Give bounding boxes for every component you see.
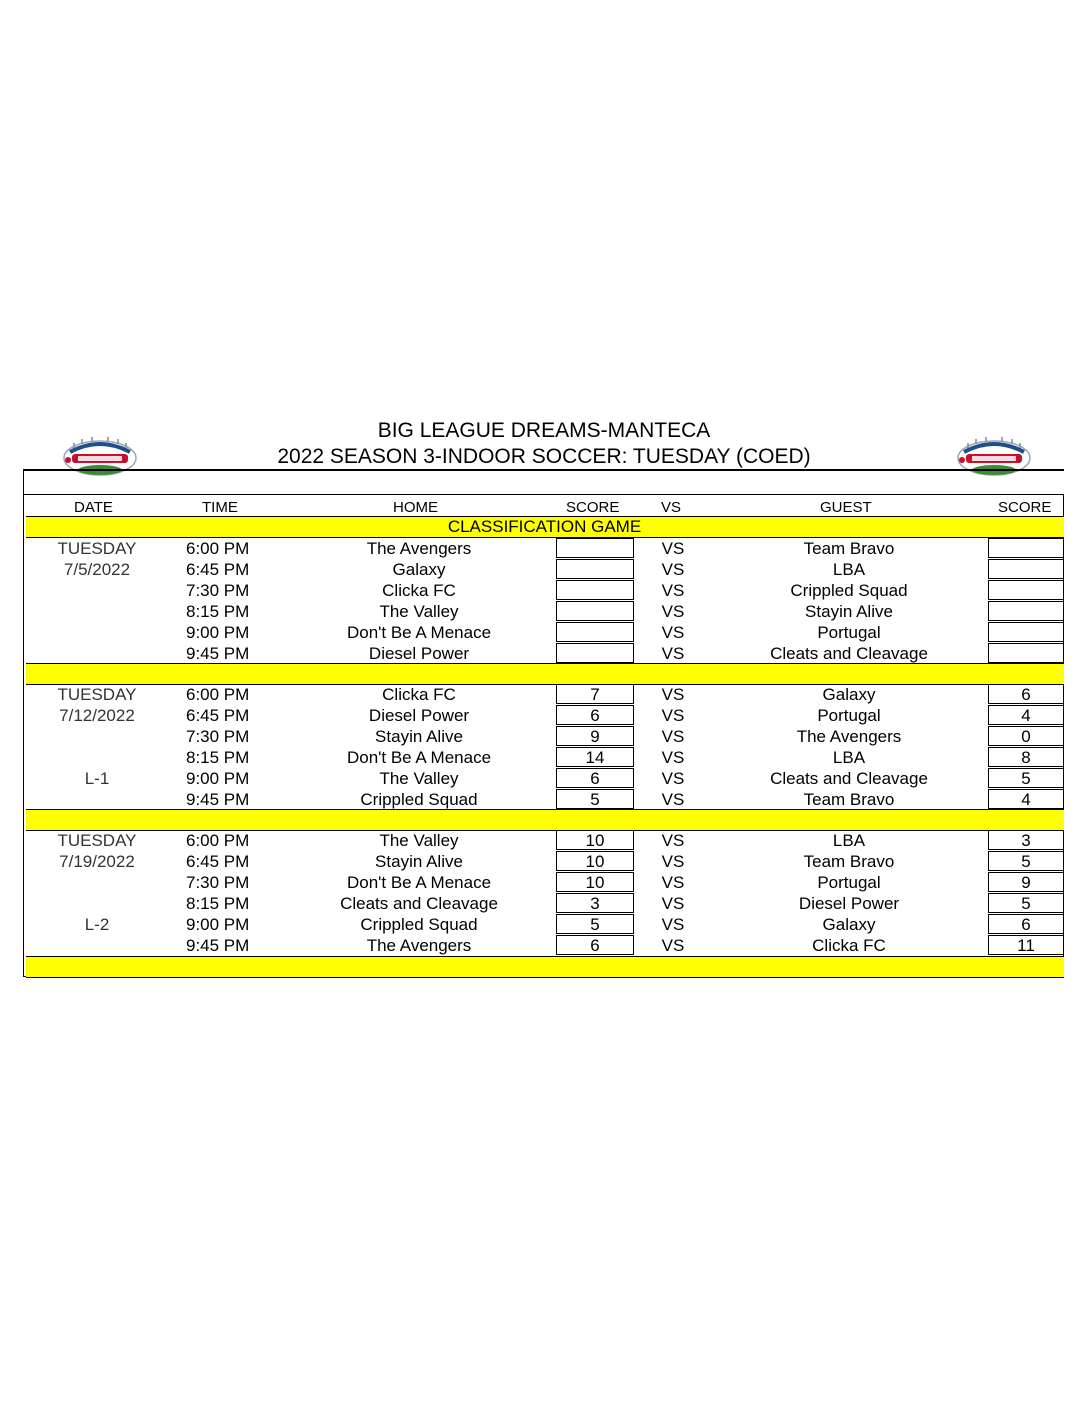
time-cell: 6:00 PM xyxy=(186,539,250,558)
guest-team-cell: Team Bravo xyxy=(803,851,895,871)
time-cell: 7:30 PM xyxy=(186,872,250,892)
left-rule xyxy=(23,469,24,494)
guest-score-box: 8 xyxy=(988,747,1064,767)
time-cell: 7:30 PM xyxy=(186,726,250,746)
home-team-cell: Don't Be A Menace xyxy=(346,872,492,892)
date-cell: TUESDAY xyxy=(57,831,137,850)
table-row xyxy=(24,872,1063,893)
home-team-cell: The Avengers xyxy=(366,539,472,558)
vs-label: VS xyxy=(661,643,685,663)
home-team-cell: The Valley xyxy=(379,768,459,788)
guest-team-cell: Cleats and Cleavage xyxy=(770,643,928,663)
time-cell: 8:15 PM xyxy=(186,747,250,767)
home-team-cell: Stayin Alive xyxy=(375,726,463,746)
guest-score-box xyxy=(988,643,1064,663)
guest-team-cell: Stayin Alive xyxy=(805,601,893,621)
home-score-box xyxy=(556,601,634,621)
date-cell: 7/5/2022 xyxy=(63,559,131,579)
guest-score-box: 9 xyxy=(988,872,1064,892)
guest-team-cell: Portugal xyxy=(817,872,881,892)
table-row xyxy=(24,705,1063,726)
table-row xyxy=(24,580,1063,601)
highlight-bar xyxy=(26,516,1064,538)
table-row xyxy=(24,747,1063,768)
vs-label: VS xyxy=(661,580,685,600)
date-cell: 7/12/2022 xyxy=(59,705,135,725)
time-cell: 9:45 PM xyxy=(186,789,250,809)
table-row xyxy=(24,559,1063,580)
guest-score-box: 5 xyxy=(988,893,1064,913)
guest-team-cell: Clicka FC xyxy=(812,935,886,955)
home-score-box: 10 xyxy=(556,872,634,892)
top-rule xyxy=(23,469,1064,471)
vs-label: VS xyxy=(661,726,685,746)
column-header-date: DATE xyxy=(74,499,113,516)
guest-team-cell: Portugal xyxy=(817,622,881,642)
guest-score-box: 11 xyxy=(988,935,1064,955)
table-row xyxy=(24,538,1063,559)
time-cell: 6:00 PM xyxy=(186,685,250,704)
guest-team-cell: Galaxy xyxy=(822,685,876,704)
home-score-box: 9 xyxy=(556,726,634,746)
time-cell: 9:00 PM xyxy=(186,768,250,788)
column-header-row xyxy=(24,495,1065,517)
guest-score-box xyxy=(988,538,1064,558)
vs-label: VS xyxy=(661,914,685,934)
time-cell: 6:45 PM xyxy=(186,705,250,725)
guest-team-cell: Diesel Power xyxy=(798,893,900,913)
guest-score-box: 6 xyxy=(988,684,1064,704)
time-cell: 6:45 PM xyxy=(186,851,250,871)
time-cell: 6:00 PM xyxy=(186,831,250,850)
time-cell: 8:15 PM xyxy=(186,893,250,913)
vs-label: VS xyxy=(661,747,685,767)
guest-score-box: 6 xyxy=(988,914,1064,934)
column-header-home: HOME xyxy=(393,499,438,516)
time-cell: 9:45 PM xyxy=(186,935,250,955)
date-cell: L-2 xyxy=(84,914,110,934)
highlight-bar xyxy=(26,809,1064,831)
home-score-box: 14 xyxy=(556,747,634,767)
guest-score-box: 4 xyxy=(988,789,1064,809)
highlight-bar xyxy=(26,956,1064,978)
page-subtitle: 2022 SEASON 3-INDOOR SOCCER: TUESDAY (COED) xyxy=(277,445,811,468)
home-team-cell: Crippled Squad xyxy=(360,789,478,809)
home-score-box xyxy=(556,559,634,579)
vs-label: VS xyxy=(661,851,685,871)
home-score-box: 6 xyxy=(556,768,634,788)
home-score-box xyxy=(556,643,634,663)
guest-team-cell: Cleats and Cleavage xyxy=(770,768,928,788)
home-team-cell: Clicka FC xyxy=(382,685,456,704)
vs-label: VS xyxy=(661,685,685,704)
time-cell: 6:45 PM xyxy=(186,559,250,579)
table-row xyxy=(24,789,1063,810)
guest-score-box: 3 xyxy=(988,830,1064,850)
guest-score-box xyxy=(988,580,1064,600)
table-row xyxy=(24,851,1063,872)
table-row xyxy=(24,643,1063,664)
vs-label: VS xyxy=(661,872,685,892)
guest-score-box: 5 xyxy=(988,851,1064,871)
home-score-box: 5 xyxy=(556,789,634,809)
highlight-bar xyxy=(26,663,1064,685)
page-title: BIG LEAGUE DREAMS-MANTECA xyxy=(377,419,711,442)
guest-team-cell: Portugal xyxy=(817,705,881,725)
guest-score-box: 4 xyxy=(988,705,1064,725)
guest-team-cell: LBA xyxy=(832,831,866,850)
table-row xyxy=(24,726,1063,747)
home-score-box xyxy=(556,538,634,558)
table-row xyxy=(24,601,1063,622)
guest-team-cell: LBA xyxy=(832,559,866,579)
vs-label: VS xyxy=(661,705,685,725)
column-header-guest: GUEST xyxy=(820,499,872,516)
guest-team-cell: Galaxy xyxy=(822,914,876,934)
guest-team-cell: Team Bravo xyxy=(803,539,895,558)
table-row xyxy=(24,622,1063,643)
time-cell: 8:15 PM xyxy=(186,601,250,621)
vs-label: VS xyxy=(661,559,685,579)
home-team-cell: The Valley xyxy=(379,601,459,621)
home-team-cell: The Avengers xyxy=(366,935,472,955)
date-cell: TUESDAY xyxy=(57,685,137,704)
guest-score-box xyxy=(988,622,1064,642)
guest-team-cell: Crippled Squad xyxy=(790,580,908,600)
vs-label: VS xyxy=(661,768,685,788)
vs-label: VS xyxy=(661,601,685,621)
time-cell: 7:30 PM xyxy=(186,580,250,600)
home-team-cell: Diesel Power xyxy=(368,643,470,663)
guest-team-cell: LBA xyxy=(832,747,866,767)
table-row xyxy=(24,684,1063,705)
guest-team-cell: The Avengers xyxy=(796,726,902,746)
time-cell: 9:00 PM xyxy=(186,914,250,934)
home-team-cell: The Valley xyxy=(379,831,459,850)
home-score-box xyxy=(556,622,634,642)
column-header-guest-score: SCORE xyxy=(998,499,1052,516)
vs-label: VS xyxy=(661,622,685,642)
home-team-cell: Clicka FC xyxy=(382,580,456,600)
home-team-cell: Cleats and Cleavage xyxy=(340,893,498,913)
date-cell: L-1 xyxy=(84,768,110,788)
home-score-box: 10 xyxy=(556,830,634,850)
date-cell: 7/19/2022 xyxy=(59,851,135,871)
schedule-sheet xyxy=(23,469,1065,978)
home-team-cell: Don't Be A Menace xyxy=(346,622,492,642)
vs-label: VS xyxy=(661,789,685,809)
home-score-box: 10 xyxy=(556,851,634,871)
home-team-cell: Stayin Alive xyxy=(375,851,463,871)
column-header-home-score: SCORE xyxy=(566,499,620,516)
guest-score-box xyxy=(988,559,1064,579)
home-team-cell: Don't Be A Menace xyxy=(346,747,492,767)
guest-score-box xyxy=(988,601,1064,621)
column-header-time: TIME xyxy=(202,499,238,516)
guest-score-box: 5 xyxy=(988,768,1064,788)
vs-label: VS xyxy=(661,893,685,913)
guest-score-box: 0 xyxy=(988,726,1064,746)
home-team-cell: Diesel Power xyxy=(368,705,470,725)
vs-label: VS xyxy=(661,935,685,955)
column-header-vs: VS xyxy=(661,499,682,516)
table-row xyxy=(24,893,1063,914)
date-cell: TUESDAY xyxy=(57,539,137,558)
time-cell: 9:45 PM xyxy=(186,643,250,663)
home-score-box: 7 xyxy=(556,684,634,704)
vs-label: VS xyxy=(661,539,685,558)
vs-label: VS xyxy=(661,831,685,850)
table-row xyxy=(24,830,1063,851)
guest-team-cell: Team Bravo xyxy=(803,789,895,809)
home-score-box: 3 xyxy=(556,893,634,913)
home-team-cell: Galaxy xyxy=(392,559,446,579)
schedule-table xyxy=(23,494,1064,977)
time-cell: 9:00 PM xyxy=(186,622,250,642)
classification-game-label: CLASSIFICATION GAME xyxy=(447,517,642,536)
home-score-box: 6 xyxy=(556,705,634,725)
home-score-box: 6 xyxy=(556,935,634,955)
table-row xyxy=(24,914,1063,935)
home-team-cell: Crippled Squad xyxy=(360,914,478,934)
home-score-box xyxy=(556,580,634,600)
home-score-box: 5 xyxy=(556,914,634,934)
table-row xyxy=(24,768,1063,789)
table-row xyxy=(24,935,1063,956)
